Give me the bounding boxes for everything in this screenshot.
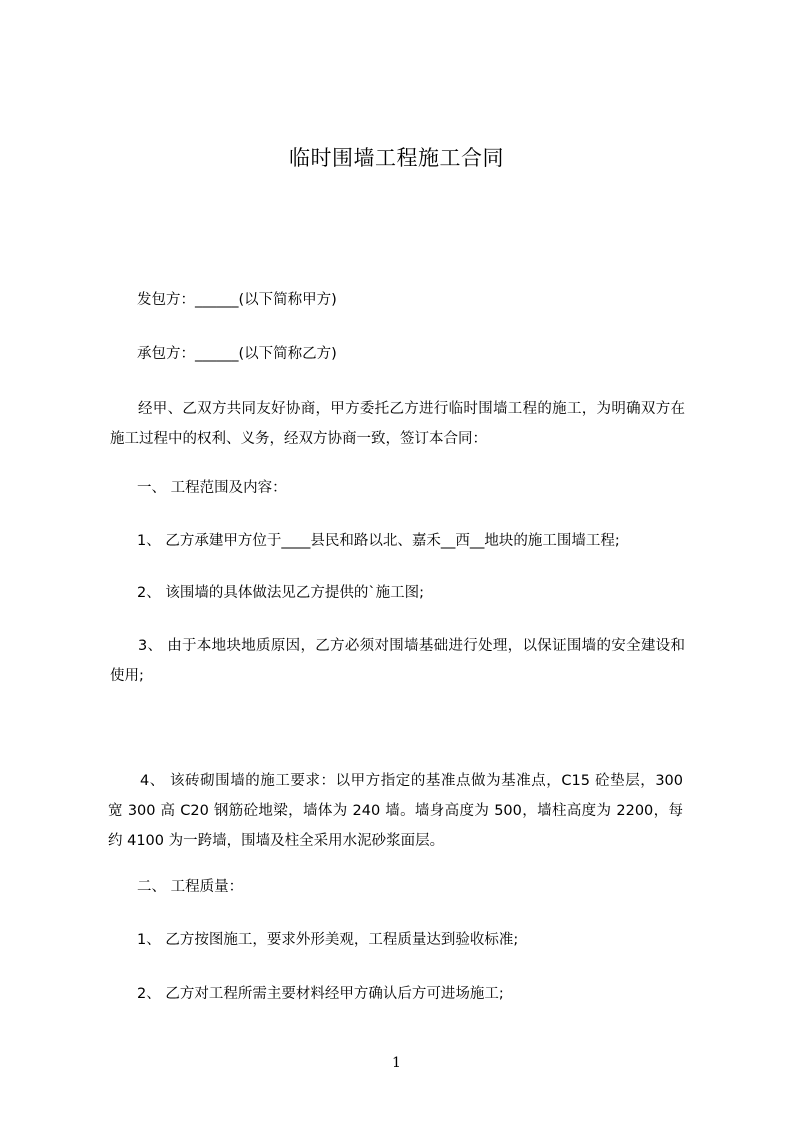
- intro-paragraph: 经甲、乙双方共同友好协商，甲方委托乙方进行临时围墙工程的施工，为明确双方在施工过程中的权利、义务，经双方协商一致，签订本合同：: [110, 401, 685, 447]
- section-2-item: 2、 乙方对工程所需主要材料经甲方确认后方可进场施工;: [137, 986, 504, 1002]
- section-1-item: 2、 该围墙的具体做法见乙方提供的`施工图;: [137, 585, 424, 601]
- document-title: 临时围墙工程施工合同: [289, 146, 504, 170]
- page-number: 1: [392, 1055, 401, 1071]
- section-1-item: 3、 由于本地块地质原因，乙方必须对围墙基础进行处理，以保证围墙的安全建设和使用;: [110, 638, 685, 684]
- section-2-item: 1、 乙方按图施工，要求外形美观，工程质量达到验收标准;: [137, 932, 519, 948]
- party-b-line: 承包方：______(以下简称乙方): [137, 346, 337, 362]
- section-1-item: 1、 乙方承建甲方位于____县民和路以北、嘉禾__西__地块的施工围墙工程;: [137, 533, 620, 549]
- party-a-line: 发包方：______(以下简称甲方): [137, 292, 337, 308]
- section-1-item: 4、 该砖砌围墙的施工要求：以甲方指定的基准点做为基准点，C15 砼垫层，300 宽 300 高 C20 钢筋砼地梁，墙体为 240 墙。墙身高度为 500，墙柱高度为 2200，每约 4100 为一跨墙，围墙及柱全采用水泥砂浆面层。: [108, 773, 683, 849]
- section-2-heading: 二、 工程质量：: [137, 879, 244, 895]
- section-1-heading: 一、 工程范围及内容：: [137, 480, 287, 496]
